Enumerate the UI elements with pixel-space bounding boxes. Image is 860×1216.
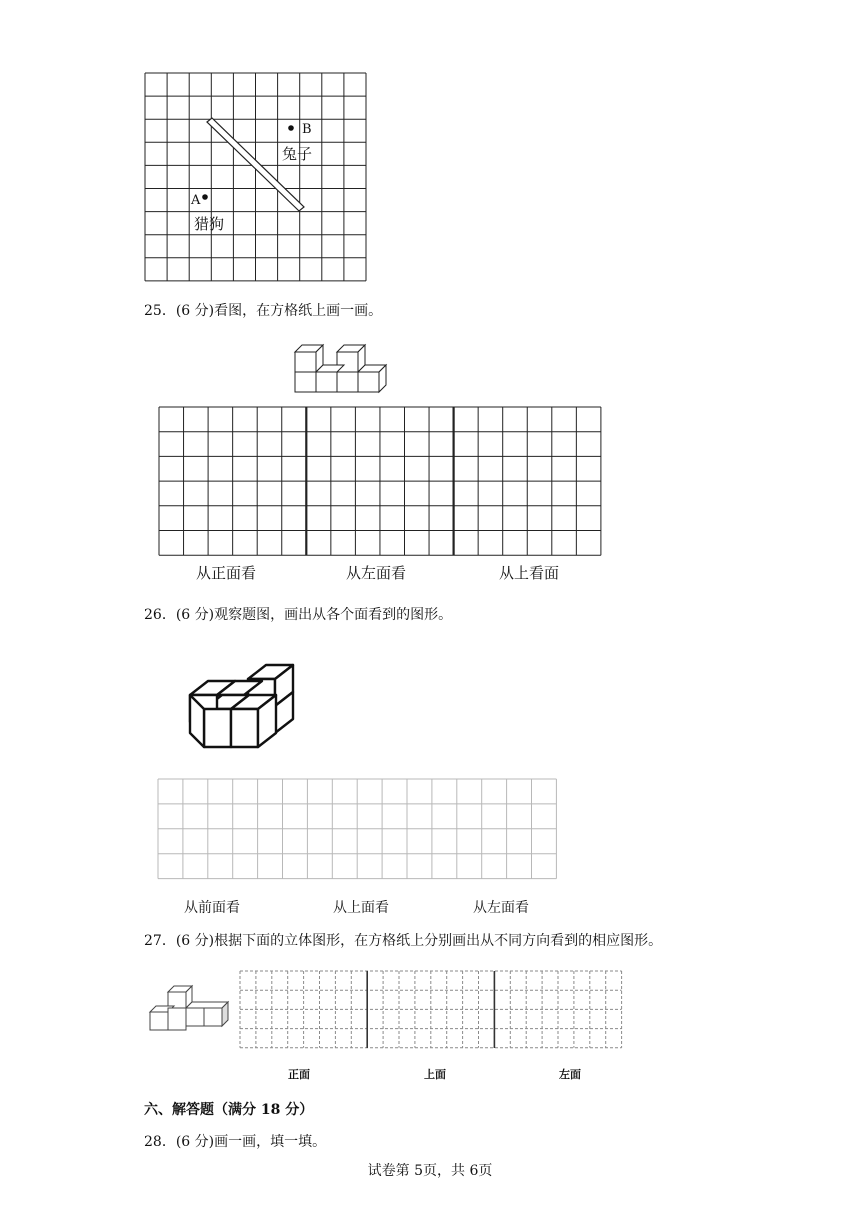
section-6-title: 六、解答题（满分 18 分） — [144, 1102, 314, 1118]
point-a-label: A — [191, 193, 201, 208]
q25-label-top: 从上看面 — [499, 564, 560, 582]
question-27-text: 27．(6 分)根据下面的立体图形，在方格纸上分别画出从不同方向看到的相应图形。 — [144, 933, 663, 949]
q26-answer-grid — [0, 775, 860, 885]
page-footer: 试卷第 5页，共 6页 — [367, 1163, 493, 1179]
question-25-text: 25．(6 分)看图，在方格纸上画一画。 — [144, 303, 383, 319]
q27-answer-grid — [0, 965, 860, 1055]
q25-label-left: 从左面看 — [346, 564, 407, 582]
rabbit-label: 兔子 — [282, 145, 313, 163]
point-b-label: B — [302, 122, 312, 137]
q27-label-left: 左面 — [559, 1068, 581, 1081]
point-b-dot — [288, 125, 294, 131]
q27-label-top: 上面 — [424, 1068, 446, 1081]
grid-hunting-dog-rabbit — [0, 0, 860, 300]
question-26-text: 26．(6 分)观察题图，画出从各个面看到的图形。 — [144, 607, 453, 623]
q27-label-front: 正面 — [288, 1068, 310, 1081]
q26-label-left: 从左面看 — [473, 900, 529, 916]
dog-label: 猎狗 — [194, 215, 225, 233]
q25-label-front: 从正面看 — [196, 564, 257, 582]
q26-label-top: 从上面看 — [333, 900, 389, 916]
q26-label-front: 从前面看 — [184, 900, 240, 916]
q26-cube-figure — [180, 655, 310, 755]
q25-cube-figure — [290, 340, 390, 396]
question-28-text: 28．(6 分)画一画，填一填。 — [144, 1134, 327, 1150]
point-a-dot — [202, 194, 208, 200]
q25-answer-grid — [0, 400, 860, 560]
